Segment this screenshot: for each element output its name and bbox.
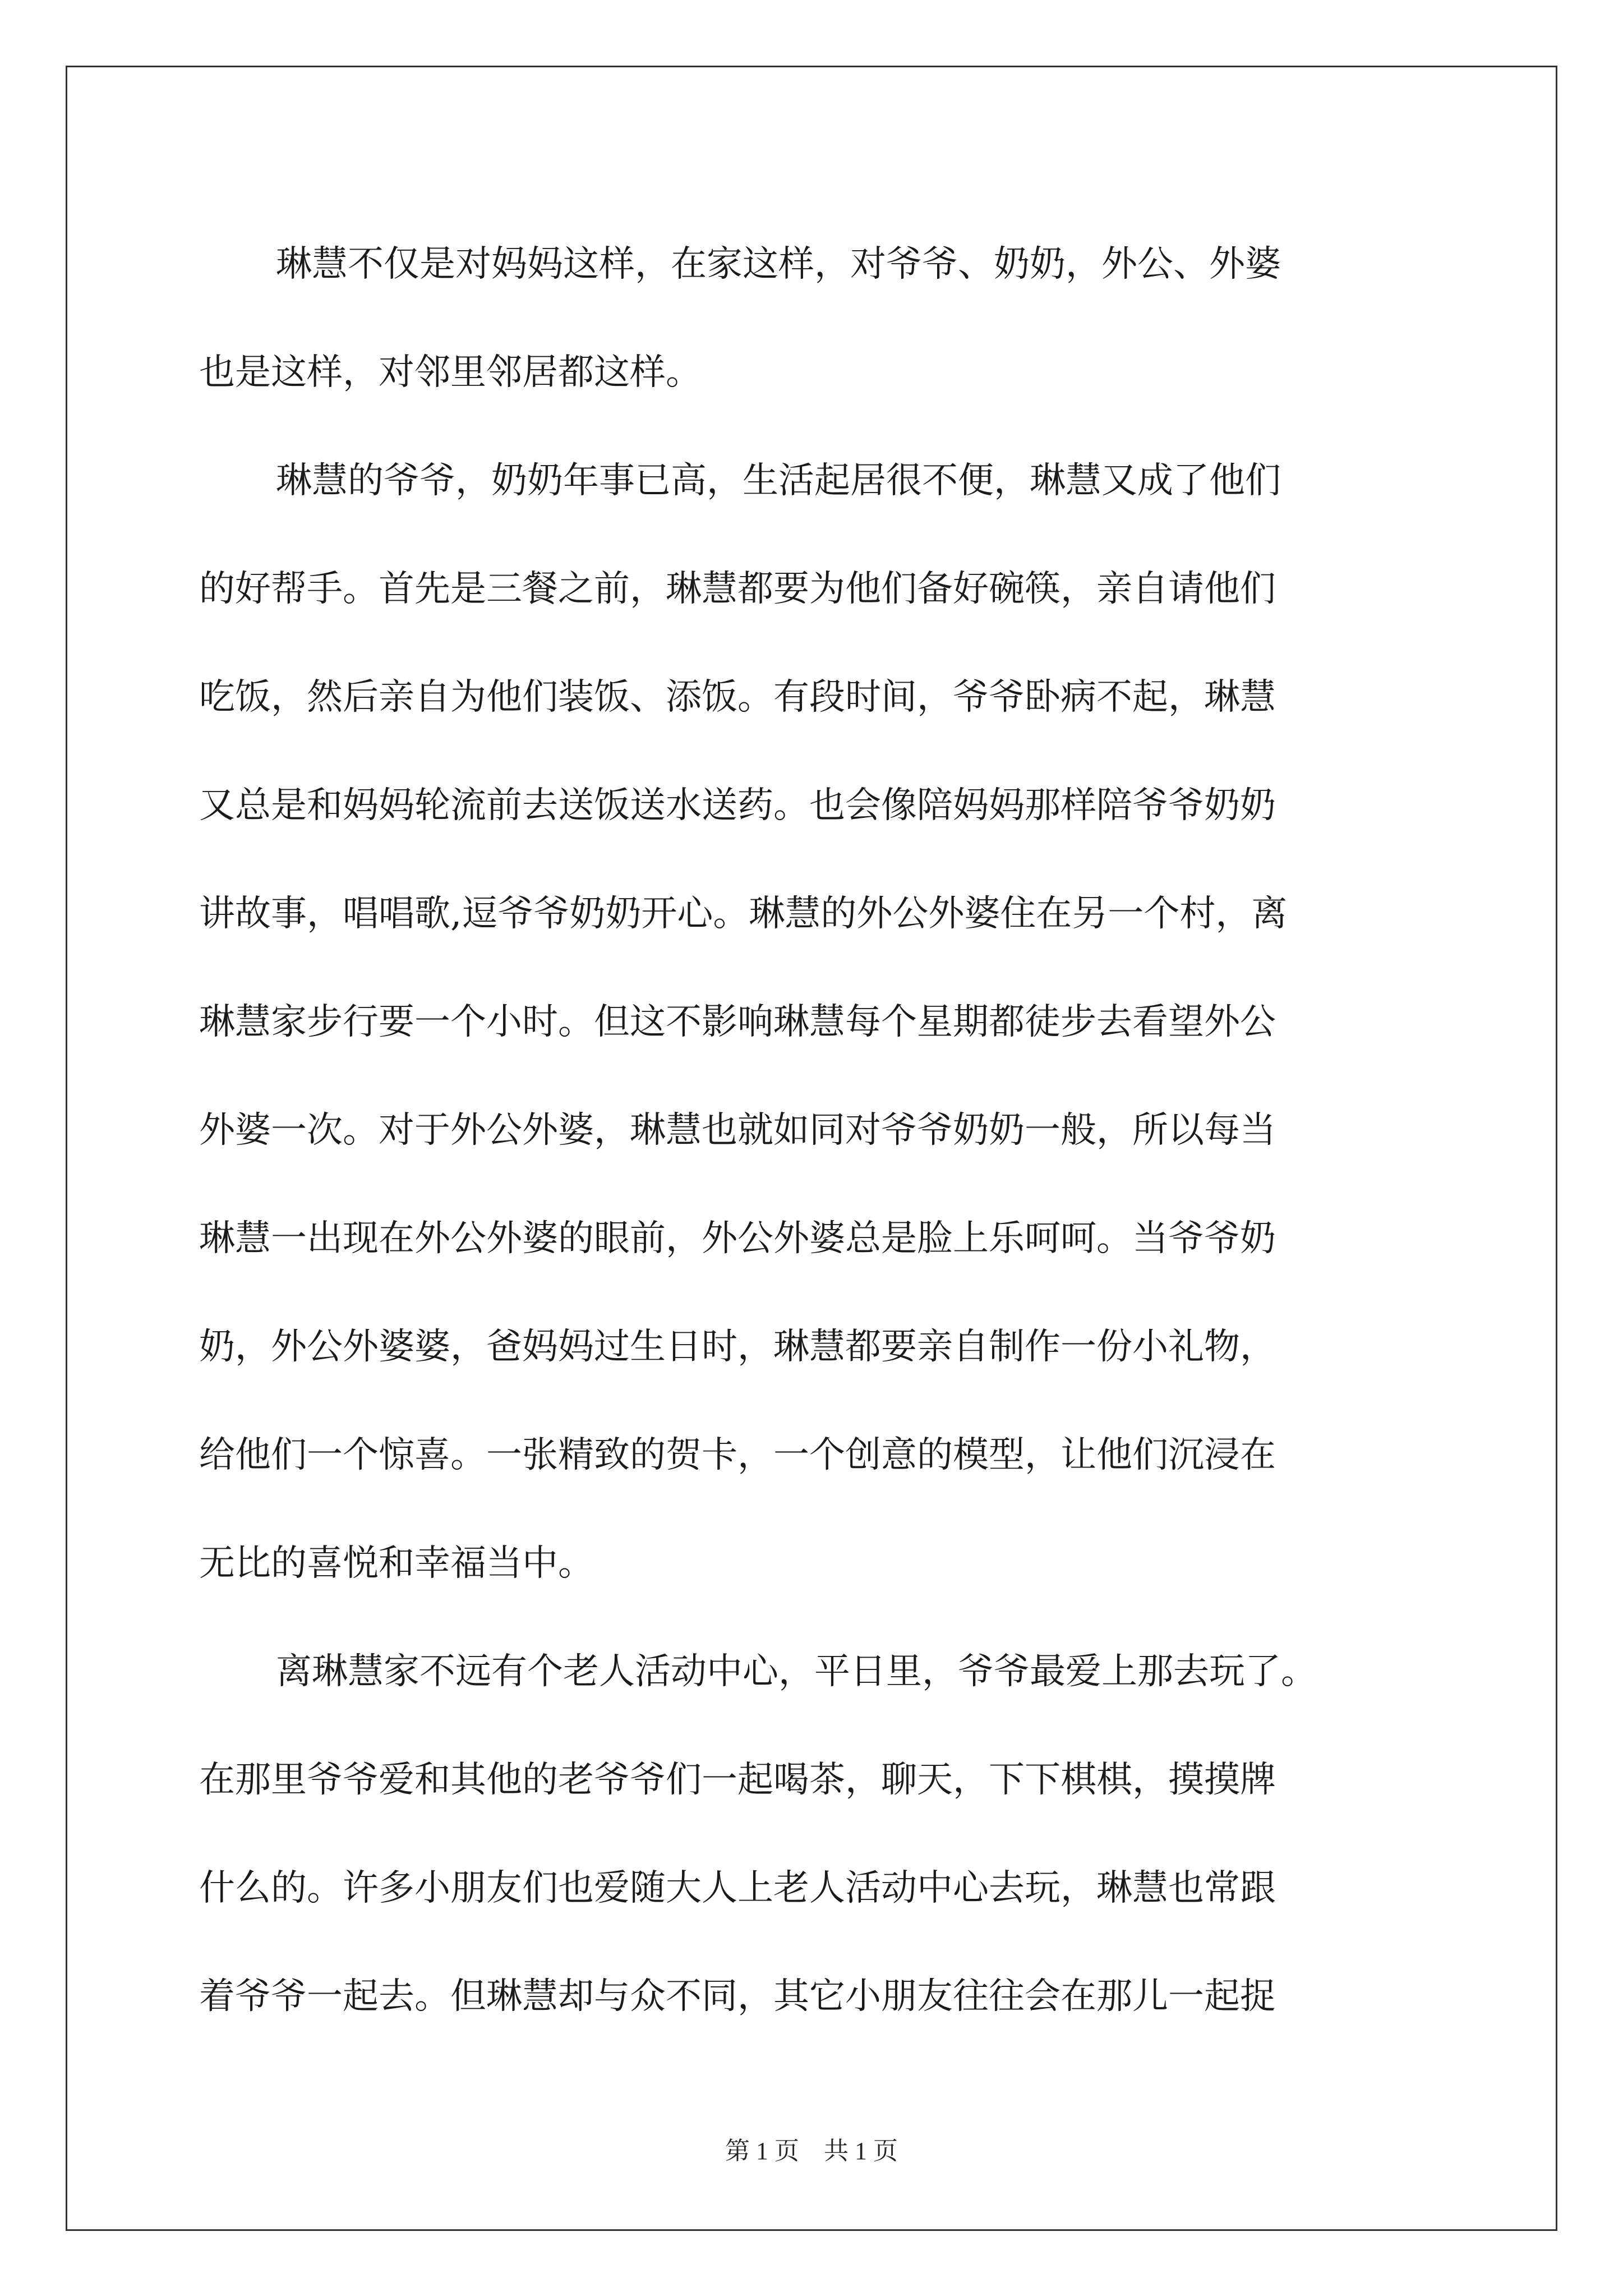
text-line: 琳慧家步行要一个小时。但这不影响琳慧每个星期都徒步去看望外公 xyxy=(199,1001,1276,1043)
text-line: 又总是和妈妈轮流前去送饭送水送药。也会像陪妈妈那样陪爷爷奶奶 xyxy=(199,785,1276,826)
text-line: 也是这样，对邻里邻居都这样。 xyxy=(199,352,702,393)
text-line: 在那里爷爷爱和其他的老爷爷们一起喝茶，聊天，下下棋棋，摸摸牌 xyxy=(199,1759,1276,1801)
text-line: 琳慧不仅是对妈妈这样，在家这样，对爷爷、奶奶，外公、外婆 xyxy=(276,243,1281,285)
text-line: 离琳慧家不远有个老人活动中心，平日里，爷爷最爱上那去玩了。 xyxy=(276,1651,1317,1692)
text-line: 琳慧的爷爷，奶奶年事已高，生活起居很不便，琳慧又成了他们 xyxy=(276,460,1281,501)
text-line: 什么的。许多小朋友们也爱随大人上老人活动中心去玩，琳慧也常跟 xyxy=(199,1867,1276,1909)
text-line: 奶，外公外婆婆，爸妈妈过生日时，琳慧都要亲自制作一份小礼物， xyxy=(199,1326,1276,1368)
text-line: 琳慧一出现在外公外婆的眼前，外公外婆总是脸上乐呵呵。当爷爷奶 xyxy=(199,1218,1276,1259)
document-body xyxy=(199,210,1433,2051)
text-line: 讲故事，唱唱歌,逗爷爷奶奶开心。琳慧的外公外婆住在另一个村，离 xyxy=(199,893,1288,935)
page-footer: 第 1 页 共 1 页 xyxy=(725,2137,898,2165)
text-line: 给他们一个惊喜。一张精致的贺卡，一个创意的模型，让他们沉浸在 xyxy=(199,1434,1276,1476)
text-line: 无比的喜悦和幸福当中。 xyxy=(199,1543,594,1584)
text-line: 吃饭，然后亲自为他们装饭、添饭。有段时间，爷爷卧病不起，琳慧 xyxy=(199,677,1276,718)
text-line: 外婆一次。对于外公外婆，琳慧也就如同对爷爷奶奶一般，所以每当 xyxy=(199,1110,1276,1151)
text-line: 的好帮手。首先是三餐之前，琳慧都要为他们备好碗筷，亲自请他们 xyxy=(199,568,1276,610)
text-line: 着爷爷一起去。但琳慧却与众不同，其它小朋友往往会在那儿一起捉 xyxy=(199,1976,1276,2017)
